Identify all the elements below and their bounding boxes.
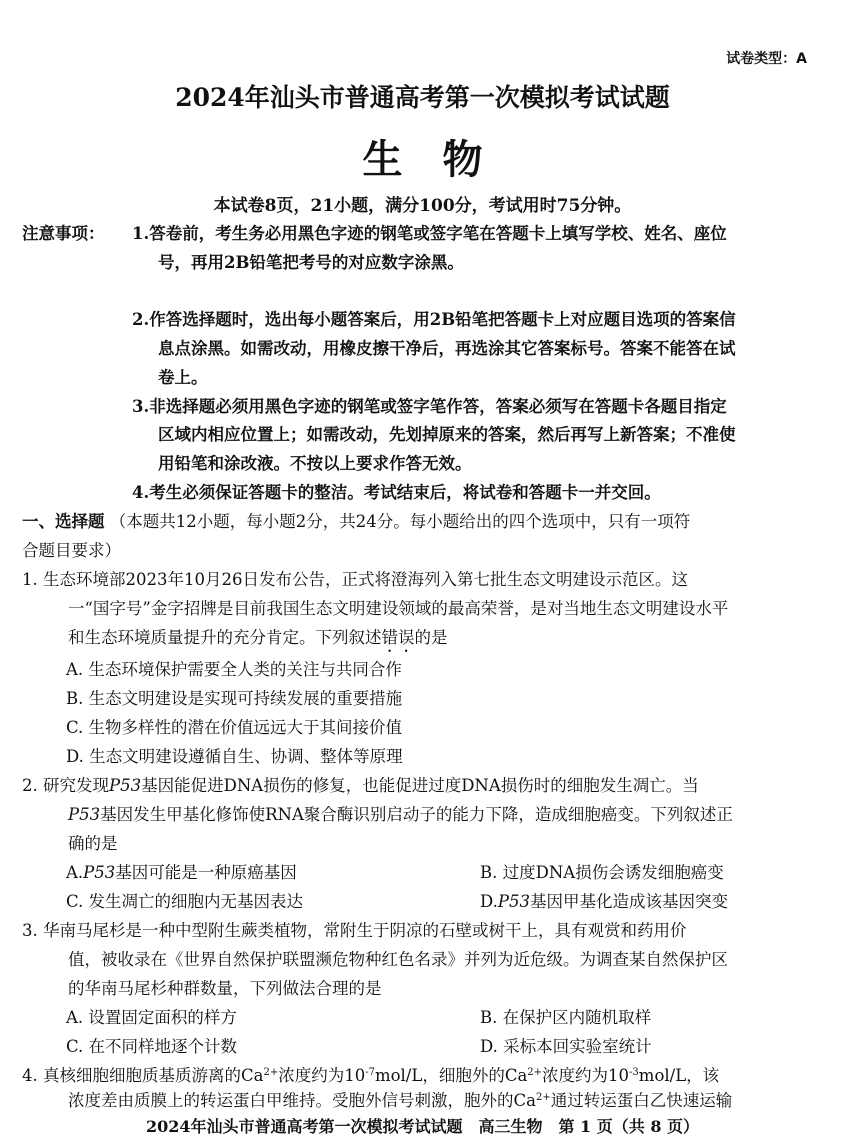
q1-line: 1. 生态环境部2023年10月26日发布公告，正式将澄海列入第七批生态文明建设示范区。这 bbox=[22, 570, 688, 589]
note-line: 2.作答选择题时，选出每小题答案后，用2B铅笔把答题卡上对应题目选项的答案信 bbox=[132, 310, 736, 329]
q3-option-d: D. 采标本回实验室统计 bbox=[480, 1037, 652, 1056]
q2-line bbox=[68, 801, 733, 829]
q2-option-letter: A. bbox=[66, 863, 84, 882]
q1-emphasis: 错误 bbox=[381, 628, 415, 647]
q4-text: 浓度差由质膜上的转运蛋白甲维持。受胞外信号刺激，胞外的Ca bbox=[68, 1091, 536, 1110]
exam-info: 本试卷8页，21小题，满分100分，考试用时75分钟。 bbox=[213, 196, 632, 216]
section-header bbox=[22, 508, 690, 536]
q3-option-b: B. 在保护区内随机取样 bbox=[480, 1008, 652, 1027]
q2-option-text: 基因可能是一种原癌基因 bbox=[115, 863, 297, 882]
q4-sup: 2+ bbox=[527, 1067, 543, 1078]
q3-line: 的华南马尾杉种群数量，下列做法合理的是 bbox=[68, 979, 382, 998]
q2-text: 2. 研究发现 bbox=[22, 776, 109, 795]
q2-option-letter: D. bbox=[480, 892, 498, 911]
q2-text: 基因发生甲基化修饰使RNA聚合酶识别启动子的能力下降，造成细胞癌变。下列叙述正 bbox=[100, 805, 733, 824]
note-line: 区域内相应位置上；如需改动，先划掉原来的答案，然后再写上新答案；不准使 bbox=[158, 425, 736, 444]
q2-option-b: B. 过度DNA损伤会诱发细胞癌变 bbox=[480, 863, 724, 882]
q2-gene: P53 bbox=[83, 863, 116, 882]
q2-line bbox=[22, 772, 699, 800]
q2-gene: P53 bbox=[68, 805, 101, 824]
section-desc-2: 合题目要求） bbox=[22, 541, 121, 560]
q4-line bbox=[68, 1087, 732, 1115]
q2-line: 确的是 bbox=[68, 834, 118, 853]
note-line: 用铅笔和涂改液。不按以上要求作答无效。 bbox=[158, 454, 472, 473]
page-footer: 2024年汕头市普通高考第一次模拟考试试题 高三生物 第 1 页（共 8 页） bbox=[145, 1117, 700, 1136]
q2-gene: P53 bbox=[109, 776, 142, 795]
q4-text: 浓度约为10 bbox=[542, 1066, 630, 1085]
subject-title: 生物 bbox=[362, 136, 523, 183]
q1-line: 一“国字号”金字招牌是目前我国生态文明建设领域的最高荣誉，是对当地生态文明建设水平 bbox=[68, 599, 729, 618]
notes-label: 注意事项： bbox=[22, 224, 105, 243]
q2-text: 基因能促进DNA损伤的修复，也能促进过度DNA损伤时的细胞发生凋亡。当 bbox=[141, 776, 699, 795]
q4-text: mol/L，该 bbox=[638, 1066, 720, 1085]
note-line: 号，再用2B铅笔把考号的对应数字涂黑。 bbox=[158, 253, 464, 272]
q4-sup: -3 bbox=[629, 1067, 639, 1078]
q4-sup: 2+ bbox=[535, 1092, 551, 1103]
paper-type-label: 试卷类型：A bbox=[726, 51, 807, 67]
q1-option-d: D. 生态文明建设遵循自生、协调、整体等原理 bbox=[66, 747, 403, 766]
note-line: 1.答卷前，考生务必用黑色字迹的钢笔或签字笔在答题卡上填写学校、姓名、座位 bbox=[132, 224, 727, 243]
q2-option-d bbox=[480, 888, 728, 916]
q3-line: 值，被收录在《世界自然保护联盟濒危物种红色名录》并列为近危级。为调查某自然保护区 bbox=[68, 950, 728, 969]
q1-option-b: B. 生态文明建设是实现可持续发展的重要措施 bbox=[66, 689, 403, 708]
q3-line: 3. 华南马尾杉是一种中型附生蕨类植物，常附生于阴凉的石壁或树干上，具有观赏和药用价 bbox=[22, 921, 687, 940]
q1-stem-end: 的是 bbox=[414, 628, 448, 647]
note-line: 4.考生必须保证答题卡的整洁。考试结束后，将试卷和答题卡一并交回。 bbox=[132, 483, 661, 502]
note-line: 卷上。 bbox=[158, 368, 208, 387]
q1-option-a: A. 生态环境保护需要全人类的关注与共同合作 bbox=[66, 660, 402, 679]
q4-text: 4. 真核细胞细胞质基质游离的Ca bbox=[22, 1066, 264, 1085]
q3-option-a: A. 设置固定面积的样方 bbox=[66, 1008, 237, 1027]
note-line: 3.非选择题必须用黑色字迹的钢笔或签字笔作答，答案必须写在答题卡各题目指定 bbox=[132, 397, 727, 416]
q4-text: 通过转运蛋白乙快速运输 bbox=[550, 1091, 733, 1110]
q2-option-text: 基因甲基化造成该基因突变 bbox=[530, 892, 728, 911]
q2-gene: P53 bbox=[497, 892, 530, 911]
exam-title: 2024年汕头市普通高考第一次模拟考试试题 bbox=[175, 83, 670, 112]
q1-stem: 和生态环境质量提升的充分肯定。下列叙述 bbox=[68, 628, 382, 647]
q1-option-c: C. 生物多样性的潜在价值远远大于其间接价值 bbox=[66, 718, 403, 737]
q4-sup: -7 bbox=[365, 1067, 375, 1078]
q3-option-c: C. 在不同样地逐个计数 bbox=[66, 1037, 238, 1056]
section-heading: 一、选择题 bbox=[22, 512, 105, 531]
q2-option-a bbox=[66, 859, 297, 887]
q4-line bbox=[22, 1062, 719, 1090]
q4-sup: 2+ bbox=[263, 1067, 279, 1078]
q1-line bbox=[68, 624, 448, 656]
q2-option-c: C. 发生凋亡的细胞内无基因表达 bbox=[66, 892, 304, 911]
section-desc: （本题共12小题，每小题2分，共24分。每小题给出的四个选项中，只有一项符 bbox=[109, 512, 691, 531]
note-line: 息点涂黑。如需改动，用橡皮擦干净后，再选涂其它答案标号。答案不能答在试 bbox=[158, 339, 736, 358]
q4-text: mol/L，细胞外的Ca bbox=[374, 1066, 528, 1085]
q4-text: 浓度约为10 bbox=[278, 1066, 366, 1085]
